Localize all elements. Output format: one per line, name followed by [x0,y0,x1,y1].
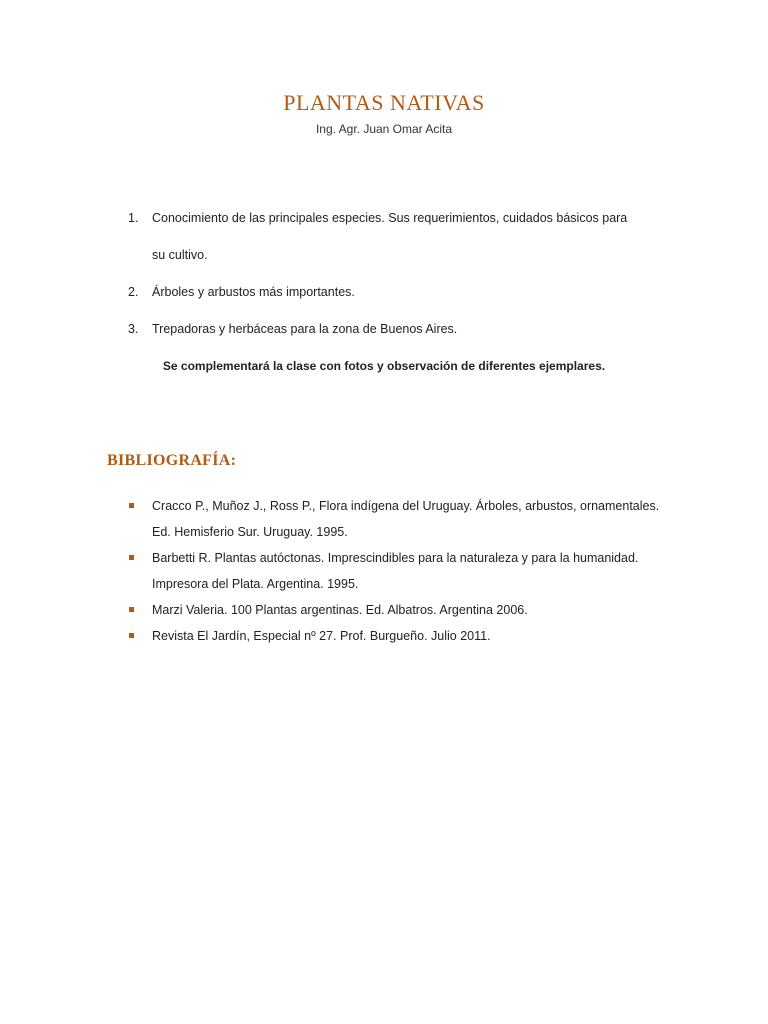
topic-text-line: Conocimiento de las principales especies. Sus requerimientos, cuidados básicos para [152,211,628,225]
square-bullet-icon [129,633,134,638]
topic-text-line: Trepadoras y herbáceas para la zona de Buenos Aires. [152,322,458,336]
bibliography-item [128,493,688,545]
bibliography-text-line: Ed. Hemisferio Sur. Uruguay. 1995. [152,525,348,539]
topic-number: 3. [128,322,139,336]
square-bullet-icon [129,555,134,560]
topic-text-line: Árboles y arbustos más importantes. [152,285,355,299]
document-author: Ing. Agr. Juan Omar Acita [315,122,453,136]
bibliography-item [128,623,688,649]
bibliography-item [128,597,688,623]
bibliography-text-line: Cracco P., Muñoz J., Ross P., Flora indígena del Uruguay. Árboles, arbustos, ornamentales. [152,499,660,513]
topic-number: 1. [128,211,139,225]
bibliography-text-line: Impresora del Plata. Argentina. 1995. [152,577,359,591]
topic-number: 2. [128,285,139,299]
document-title: PLANTAS NATIVAS [283,90,485,115]
topic-item [128,200,668,274]
topic-item [128,274,668,311]
square-bullet-icon [129,607,134,612]
topic-text-line: su cultivo. [152,248,208,262]
topic-item [128,311,668,348]
square-bullet-icon [129,503,134,508]
bibliography-list [128,493,688,649]
topics-list [128,200,668,348]
bibliography-text-line: Marzi Valeria. 100 Plantas argentinas. Ed. Albatros. Argentina 2006. [152,603,528,617]
bibliography-text-line: Barbetti R. Plantas autóctonas. Imprescindibles para la naturaleza y para la humanidad. [152,551,639,565]
bibliography-heading: BIBLIOGRAFÍA: [107,452,237,469]
class-note: Se complementará la clase con fotos y observación de diferentes ejemplares. [162,359,606,373]
bibliography-item [128,545,688,597]
bibliography-text-line: Revista El Jardín, Especial nº 27. Prof. Burgueño. Julio 2011. [152,629,491,643]
